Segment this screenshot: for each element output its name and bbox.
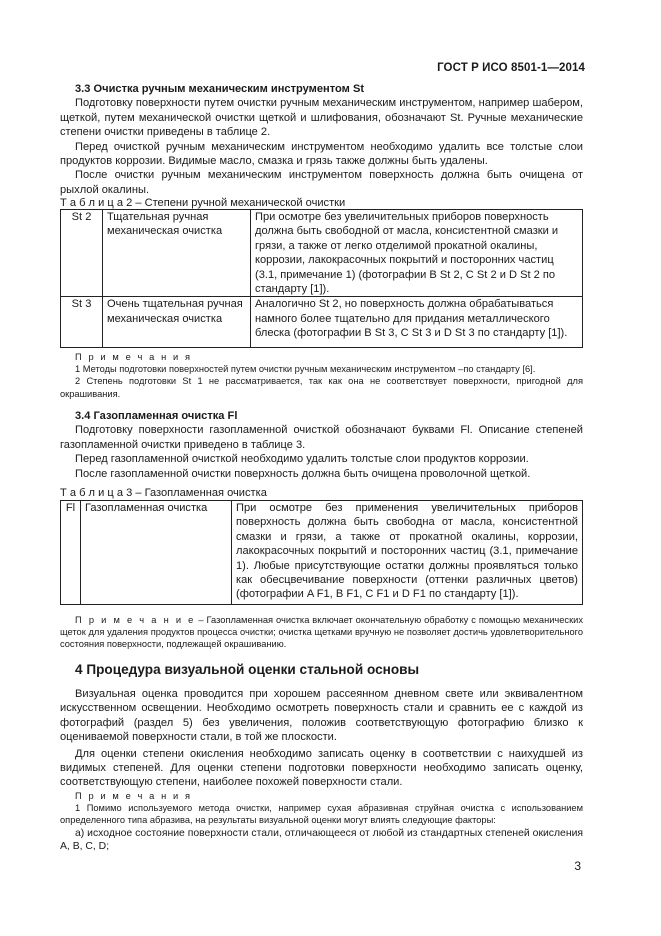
table-cell-description: Аналогично St 2, но поверхность должна обрабатываться намного более тщательно для придания металлического блеска (фотографии B St 3, C St 3 и D St 3 по стандарту [1]). [251, 297, 583, 348]
section-3-4-heading: 3.4 Газопламенная очистка Fl [75, 410, 238, 422]
section-3-3-paragraph-2: Перед очисткой ручным механическим инструментом необходимо удалить все толстые слои продуктов коррозии. Видимые масло, смазка и грязь также должны быть удалены. [60, 140, 583, 168]
note-text: – Газопламенная очистка включает окончательную обработку с помощью механических щеток для удаления продуктов процесса очистки; очистка щетками вручную не позволяет достичь удовлетворительного состояния поверхности, подлежащей окрашиванию. [60, 615, 583, 650]
notes-title: П р и м е ч а н и я [75, 352, 193, 362]
section-3-3-heading: 3.3 Очистка ручным механическим инструментом St [75, 83, 365, 95]
table-cell-name: Тщательная ручная механическая очистка [103, 210, 251, 297]
section-4-paragraph-1: Визуальная оценка проводится при хорошем рассеянном дневном свете или эквивалентном искусственном освещении. Необходимо осмотреть поверхность стали и сравнить ее с каждой из фотографий (раздел 5) без увеличения, положив соответствующую фотографию близко к оцениваемой поверхности стали, в той же плоскости. [60, 688, 583, 744]
note-item-a: а) исходное состояние поверхности стали, отличающееся от любой из стандартных степеней окисления A, B, C, D; [60, 827, 583, 852]
table-cell-code: Fl [61, 501, 81, 605]
section-3-3-paragraph-3: После очистки ручным механическим инструментом поверхность должна быть очищена от рыхлой окалины. [60, 169, 583, 196]
table-row [61, 501, 583, 605]
table-3 [60, 500, 583, 605]
table-cell-description: При осмотре без увеличительных приборов поверхность должна быть свободной от масла, консистентной смазки и грязи, а также от легко отделимой прокатной окалины, коррозии, лакокрасочных покрытий и посторонних частиц (3.1, примечание 1) (фотографии B St 2, C St 2 и D St 2 по стандарту [1]). [251, 210, 583, 297]
section-3-4-paragraph-2: Перед газопламенной очисткой необходимо удалить толстые слои продуктов коррозии. [75, 453, 529, 466]
notes-title: П р и м е ч а н и я [75, 791, 193, 801]
table-2 [60, 209, 583, 348]
note-2: 2 Степень подготовки St 1 не рассматривается, так как она не соответствует поверхности, пригодной для окрашивания. [60, 376, 583, 399]
table-cell-description: При осмотре без применения увеличительных приборов поверхность должна быть свободна от масла, консистентной смазки и грязи, а также от прокатной окалины, коррозии, лакокрасочных покрытий и посторонних частиц (3.1, примечание 1). Любые присутствующие остатки должны проявляться только как обесцвечивание поверхности (оттенки различных цветов) (фотографии A F1, B F1, C F1 и D F1 по стандарту [1]). [232, 501, 583, 605]
table-row [61, 297, 583, 348]
table-cell-code: St 2 [61, 210, 103, 297]
table-2-title: – Степени ручной механической очистки [132, 197, 346, 209]
table-cell-code: St 3 [61, 297, 103, 348]
section-3-3-paragraph-1: Подготовку поверхности путем очистки ручным механическим инструментом, например шабером, щеткой, путем механической очистки щеткой и шлифования, обозначают St. Ручные механические степени очистки приведены в таблице 2. [60, 97, 583, 139]
table-2-label: Т а б л и ц а 2 [60, 197, 133, 209]
page-number: 3 [574, 859, 581, 873]
section-4-body [60, 687, 583, 790]
note-1: 1 Методы подготовки поверхностей путем очистки ручным механическим инструментом –по стандарту [6]. [75, 364, 536, 375]
section-3-3 [60, 82, 583, 197]
document-header: ГОСТ Р ИСО 8501-1—2014 [437, 62, 585, 74]
notes-block-3 [60, 790, 583, 853]
note-label: П р и м е ч а н и е [75, 615, 196, 625]
section-4-paragraph-2: Для оценки степени окисления необходимо записать оценку в соответствии с наихудшей из видимых степеней. Для оценки степени подготовки поверхности необходимо записать оценку, соответствующую степени, наиболее похожей поверхности стали. [60, 747, 583, 789]
note-block-2 [60, 614, 583, 651]
notes-block-1 [60, 351, 583, 400]
table-3-label: Т а б л и ц а 3 [60, 487, 133, 499]
section-3-4 [60, 409, 583, 481]
table-cell-name: Очень тщательная ручная механическая очистка [103, 297, 251, 348]
table-cell-name: Газопламенная очистка [81, 501, 232, 605]
table-3-caption [60, 487, 583, 500]
section-3-4-paragraph-3: После газопламенной очистки поверхность должна быть очищена проволочной щеткой. [75, 467, 531, 480]
section-3-4-paragraph-1: Подготовку поверхности газопламенной очисткой обозначают буквами Fl. Описание степеней газопламенной очистки приведено в таблице 3. [60, 424, 583, 451]
note-1: 1 Помимо используемого метода очистки, например сухая абразивная струйная очистка с использованием определенного типа абразива, на результаты визуальной оценки могут влиять следующие факторы: [60, 803, 583, 826]
section-4 [60, 661, 583, 678]
section-4-heading: 4 Процедура визуальной оценки стальной основы [75, 662, 420, 677]
table-3-title: – Газопламенная очистка [132, 487, 267, 499]
table-row [61, 210, 583, 297]
